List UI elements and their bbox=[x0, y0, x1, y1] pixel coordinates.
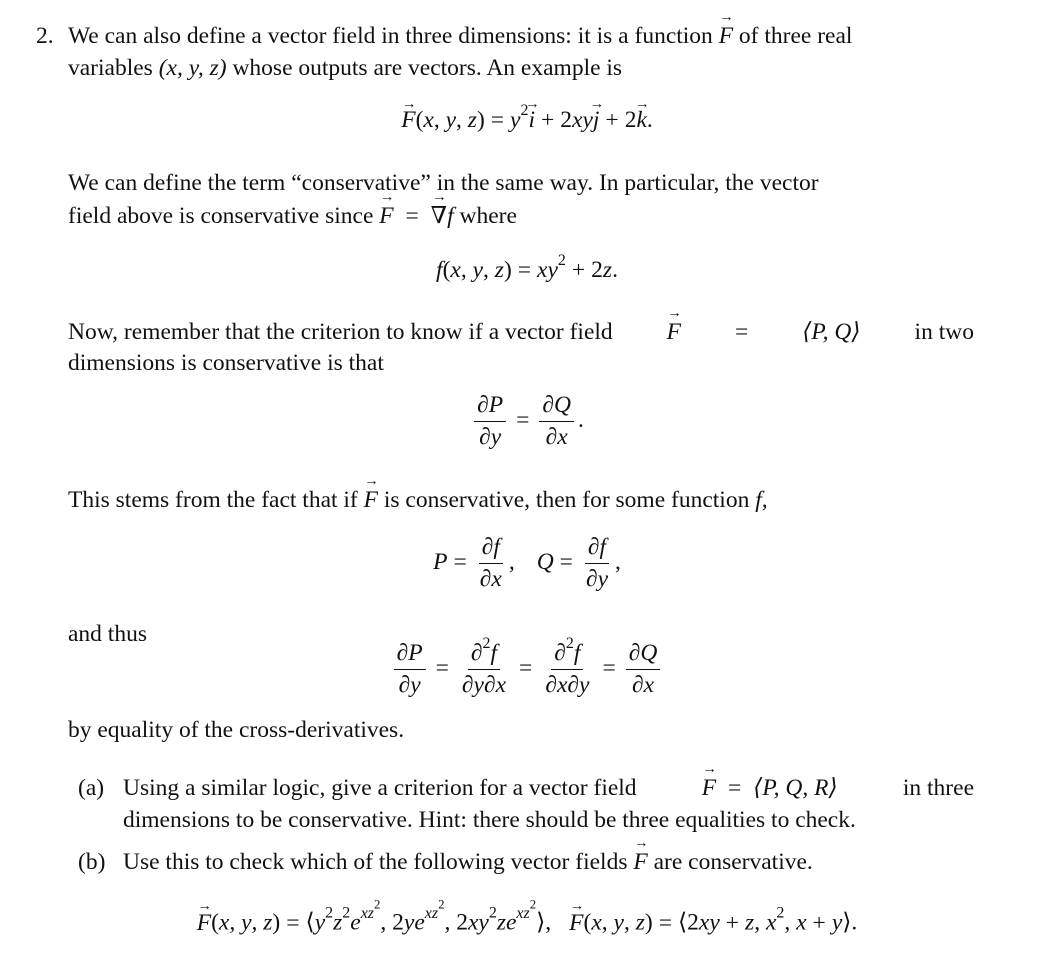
part-b-line: Use this to check which of the following vector fields → F are conservative. bbox=[123, 846, 813, 878]
para4-text-a: This stems from the fact that if bbox=[68, 487, 358, 513]
para2-line-2: field above is conservative since → F = → ∇f where bbox=[68, 200, 517, 232]
equation-3: $\frac{\partial P}{\partial y}$ = $\frac{\partial Q}{\partial x}$ . bbox=[0, 392, 1054, 451]
para2-line-1: We can define the term “conservative” in the same way. In particular, the vector bbox=[68, 170, 819, 196]
equation-2: f(x, y, $z) = xy^2 + 2z$. bbox=[436, 252, 618, 283]
para3-text-1a: Now, remember that the criterion to know if a vector field bbox=[68, 319, 613, 345]
part-a-text-1a: Using a similar logic, give a criterion for a vector field bbox=[123, 775, 637, 801]
para3-text-1b: in two bbox=[914, 319, 974, 345]
para4-text-b: is conservative, then for some function bbox=[383, 487, 750, 513]
part-b-label: (b) bbox=[78, 849, 106, 875]
vector-F: → F bbox=[719, 20, 733, 52]
para3-line-2: dimensions is conservative is that bbox=[68, 350, 384, 376]
intro-text-2a: variables bbox=[68, 55, 153, 81]
para4-line: This stems from the fact that if → F is conservative, then for some function f, bbox=[68, 484, 768, 516]
part-b-text-b: are conservative. bbox=[653, 849, 813, 875]
and-thus: and thus bbox=[68, 621, 147, 647]
intro-vars: (x, y, z) bbox=[158, 55, 227, 81]
intro-line-2 bbox=[68, 52, 622, 84]
part-b-text-a: Use this to check which of the following vector fields bbox=[123, 849, 628, 875]
para2-text-2a: field above is conservative since bbox=[68, 203, 374, 229]
part-a-line-1: Using a similar logic, give a criterion for a vector field → F = ⟨P, Q, R⟩ in three bbox=[123, 772, 974, 804]
problem-number: 2. bbox=[36, 23, 54, 49]
part-a-text-1b: in three bbox=[902, 775, 974, 801]
intro-text-1: We can also define a vector field in three dimensions: it is a function bbox=[68, 23, 713, 49]
para5: by equality of the cross-derivatives. bbox=[68, 717, 405, 743]
intro-text-2b: whose outputs are vectors. An example is bbox=[232, 55, 623, 81]
equation-6: → F(x, y, $z) = ⟨y^2z^2e^{xz^2}$, $2ye^{xz^2}$, $2xy^2ze^{xz^2}⟩,\to F(x$, y, z) = ⟨2xy + z, $x^2$, x + y⟩. bbox=[0, 904, 1054, 937]
equation-5: $\frac{\partial P}{\partial y}$ = $\frac{\partial^2f}{\partial y\partial x}$ = $\frac{\partial^2f}{\partial x\partial y}$ = $\frac{\partial Q}{\partial x}$ bbox=[0, 640, 1054, 699]
para4-f: f, bbox=[755, 487, 768, 513]
para2-text-2b: where bbox=[459, 203, 517, 229]
intro-text-1b: of three real bbox=[738, 23, 853, 49]
part-a-line-2: dimensions to be conservative. Hint: there should be three equalities to check. bbox=[123, 807, 856, 833]
part-a-label: (a) bbox=[78, 775, 105, 801]
equation-4: P = $\frac{\partial f}{\partial x}$ , Q = $\frac{\partial f}{\partial y}$ , bbox=[433, 534, 621, 593]
equation-1: → F(x, y, $z) = y^2\to i + 2xy\to j + 2\to k$. bbox=[0, 107, 1054, 134]
para3-pq: ⟨P, Q⟩ bbox=[802, 319, 861, 345]
part-a-pqr: ⟨P, Q, R⟩ bbox=[753, 775, 838, 801]
intro-line-1 bbox=[68, 20, 852, 52]
para3-line-1: Now, remember that the criterion to know if a vector field → F = ⟨P, Q⟩ in two bbox=[68, 316, 974, 348]
